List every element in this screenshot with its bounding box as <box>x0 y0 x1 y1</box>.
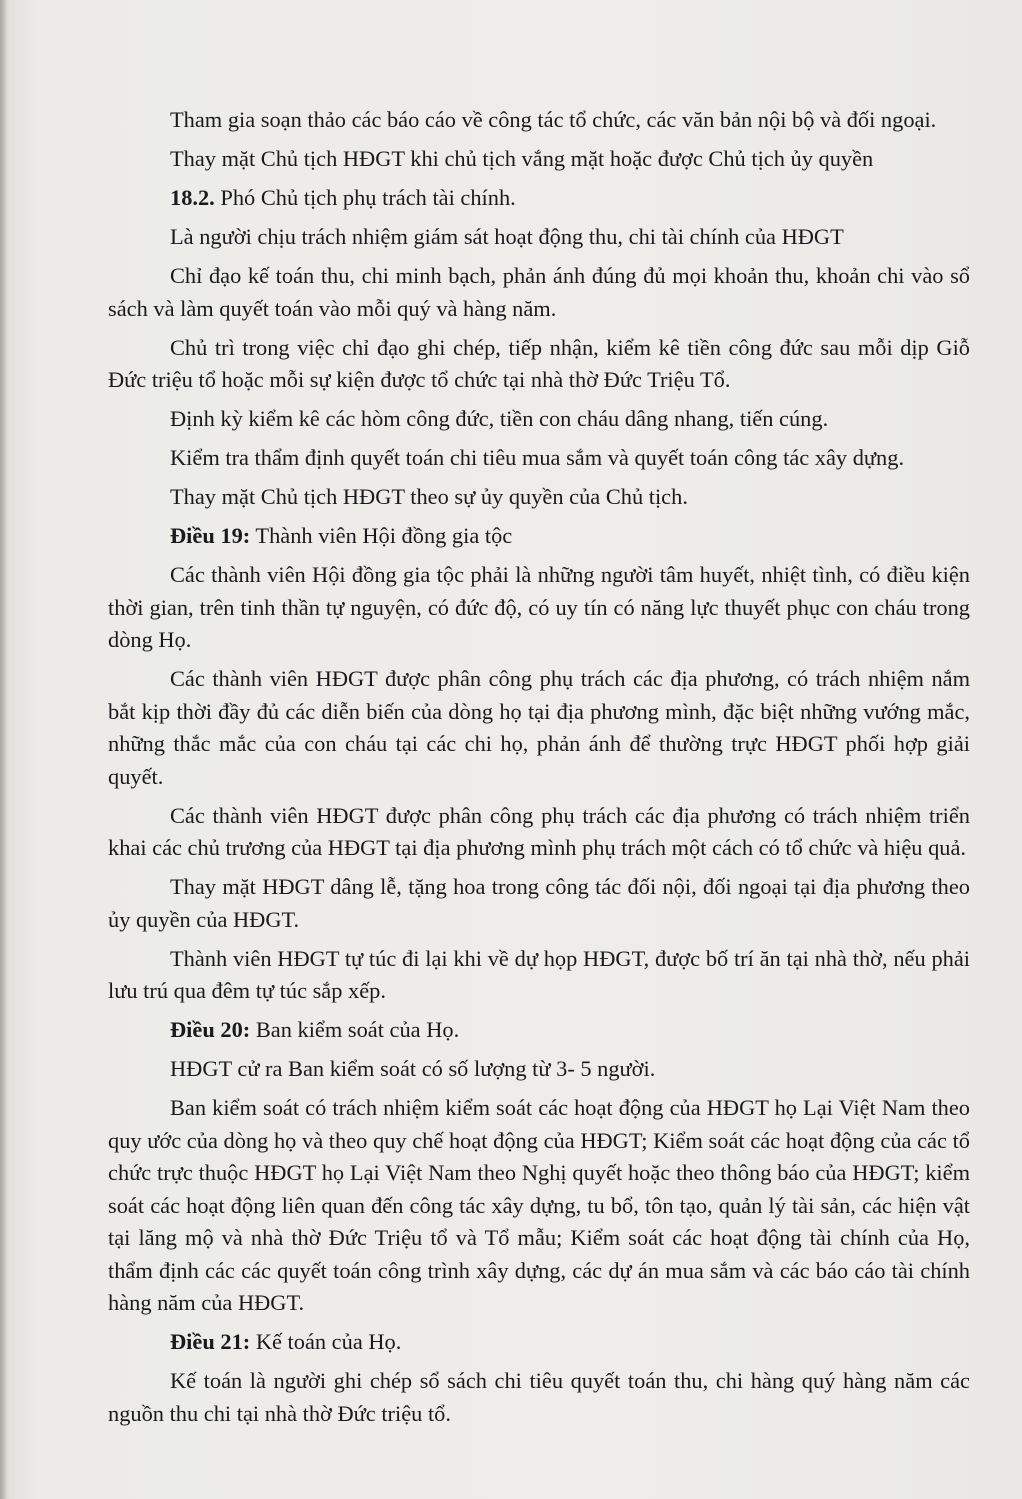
paragraph-text: Kiểm tra thẩm định quyết toán chi tiêu mua sắm và quyết toán công tác xây dựng. <box>170 445 905 470</box>
paragraph-text: Thay mặt Chủ tịch HĐGT theo sự ủy quyền của Chủ tịch. <box>170 484 688 509</box>
paragraph-text: Kế toán của Họ. <box>250 1329 402 1354</box>
paragraph-text: Thay mặt Chủ tịch HĐGT khi chủ tịch vắng mặt hoặc được Chủ tịch ủy quyền <box>170 146 874 171</box>
paragraph <box>108 221 970 254</box>
paragraph-text: Ban kiểm soát có trách nhiệm kiểm soát các hoạt động của HĐGT họ Lại Việt Nam theo quy ước của dòng họ và theo quy chế hoạt động của HĐGT; Kiểm soát các hoạt động của các tổ chức trực thuộc HĐGT họ Lại Việt Nam theo Nghị quyết hoặc theo thông báo của HĐGT; kiểm soát các hoạt động liên quan đến công tác xây dựng, tu bổ, tôn tạo, quản lý tài sản, các hiện vật tại lăng mộ và nhà thờ Đức Triệu tổ và Tổ mẫu; Kiểm soát các hoạt động tài chính của Họ, thẩm định các các quyết toán công trình xây dựng, các dự án mua sắm và các báo cáo tài chính hàng năm của HĐGT. <box>108 1095 970 1315</box>
paragraph <box>108 800 970 865</box>
page-binding-shadow <box>0 0 6 1499</box>
paragraph-text: Thay mặt HĐGT dâng lễ, tặng hoa trong công tác đối nội, đối ngoại tại địa phương theo ủy quyền của HĐGT. <box>108 874 970 932</box>
paragraph-text: Ban kiểm soát của Họ. <box>250 1017 460 1042</box>
paragraph <box>108 871 970 936</box>
paragraph <box>108 260 970 325</box>
section-heading-number: Điều 20: <box>170 1017 251 1042</box>
paragraph <box>108 1053 970 1086</box>
paragraph-text: Thành viên Hội đồng gia tộc <box>250 523 513 548</box>
paragraph <box>108 520 970 553</box>
paragraph <box>108 1326 970 1359</box>
section-heading-number: Điều 19: <box>170 523 251 548</box>
paragraph-text: HĐGT cử ra Ban kiểm soát có số lượng từ 3- 5 người. <box>170 1056 656 1081</box>
page-text <box>108 104 970 1437</box>
paragraph <box>108 143 970 176</box>
paragraph-text: Phó Chủ tịch phụ trách tài chính. <box>214 185 516 210</box>
paragraph-text: Thành viên HĐGT tự túc đi lại khi về dự họp HĐGT, được bố trí ăn tại nhà thờ, nếu phải lưu trú qua đêm tự túc sắp xếp. <box>108 945 970 1003</box>
paragraph <box>108 104 970 137</box>
paragraph <box>108 1365 970 1430</box>
paragraph-text: Định kỳ kiểm kê các hòm công đức, tiền con cháu dâng nhang, tiến cúng. <box>170 406 829 431</box>
paragraph <box>108 943 970 1008</box>
paragraph-text: Các thành viên HĐGT được phân công phụ trách các địa phương, có trách nhiệm nắm bắt kịp thời đầy đủ các diễn biến của dòng họ tại địa phương mình, đặc biệt những vướng mắc, những thắc mắc của con cháu tại các chi họ, phản ánh để thường trực HĐGT phối hợp giải quyết. <box>108 666 970 789</box>
paragraph <box>108 1014 970 1047</box>
paragraph-text: Chỉ đạo kế toán thu, chi minh bạch, phản ánh đúng đủ mọi khoản thu, khoản chi vào sổ sách và làm quyết toán vào mỗi quý và hàng năm. <box>108 263 970 321</box>
paragraph-text: Các thành viên HĐGT được phân công phụ trách các địa phương có trách nhiệm triển khai các chủ trương của HĐGT tại địa phương mình phụ trách một cách có tổ chức và hiệu quả. <box>108 802 970 860</box>
paragraph <box>108 663 970 793</box>
paragraph <box>108 403 970 436</box>
paragraph-text: Tham gia soạn thảo các báo cáo về công tác tổ chức, các văn bản nội bộ và đối ngoại. <box>170 107 937 132</box>
paragraph <box>108 442 970 475</box>
section-heading-number: 18.2. <box>170 185 215 210</box>
paragraph-text: Chủ trì trong việc chỉ đạo ghi chép, tiếp nhận, kiểm kê tiền công đức sau mỗi dịp Giỗ Đức triệu tổ hoặc mỗi sự kiện được tổ chức tại nhà thờ Đức Triệu Tổ. <box>108 334 970 392</box>
paragraph <box>108 332 970 397</box>
paragraph <box>108 481 970 514</box>
paragraph-text: Là người chịu trách nhiệm giám sát hoạt động thu, chi tài chính của HĐGT <box>170 224 844 249</box>
paragraph-text: Kế toán là người ghi chép sổ sách chi tiêu quyết toán thu, chi hàng quý hàng năm các nguồn thu chi tại nhà thờ Đức triệu tổ. <box>108 1368 970 1426</box>
paragraph <box>108 559 970 657</box>
paragraph <box>108 182 970 215</box>
paragraph-text: Các thành viên Hội đồng gia tộc phải là những người tâm huyết, nhiệt tình, có điều kiện thời gian, trên tinh thần tự nguyện, có đức độ, có uy tín có năng lực thuyết phục con cháu trong dòng Họ. <box>108 562 970 652</box>
paragraph <box>108 1092 970 1320</box>
section-heading-number: Điều 21: <box>170 1329 251 1354</box>
